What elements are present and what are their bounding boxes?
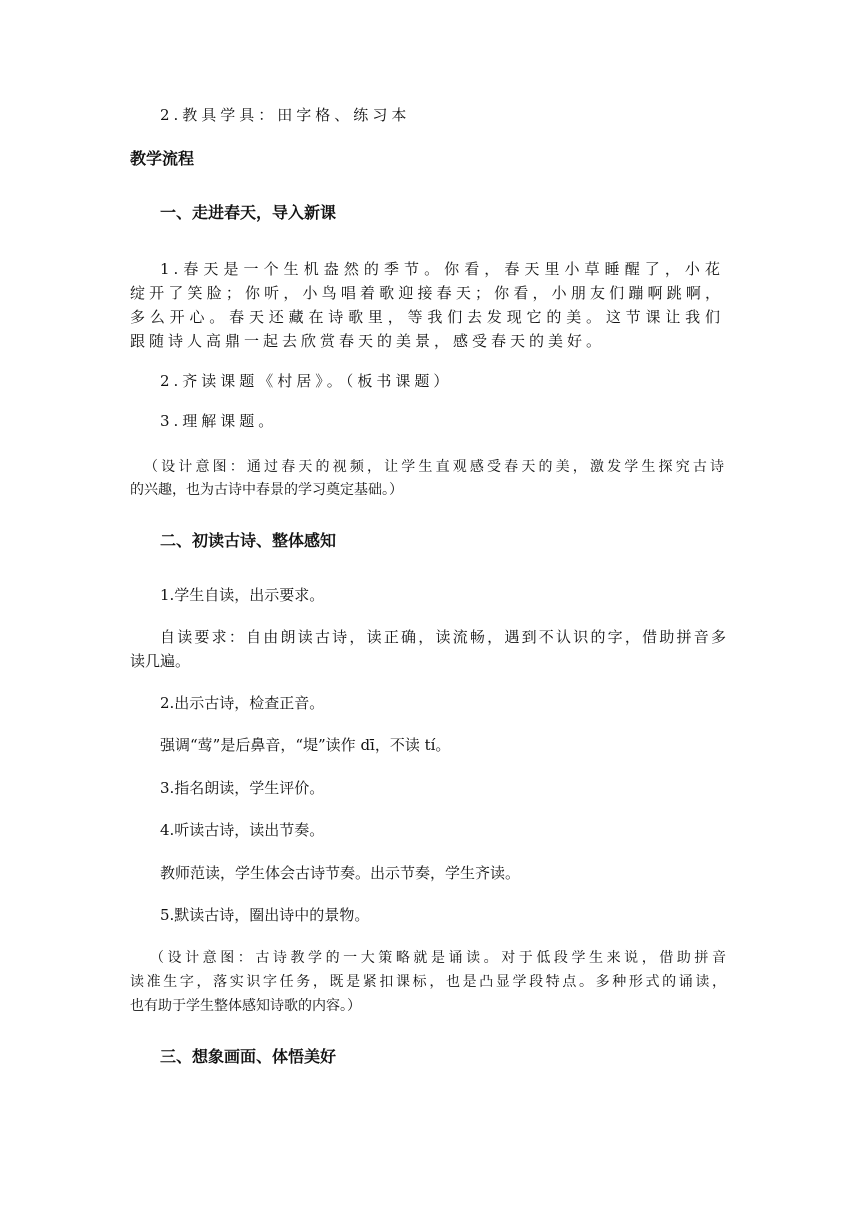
tools-line: 2.教具学具：田字格、练习本	[160, 106, 411, 124]
section-1-design-note: （设计意图：通过春天的视频，让学生直观感受春天的美，激发学生探究古诗	[144, 459, 724, 475]
section-2-design-note: （设计意图：古诗教学的一大策略就是诵读。对于低段学生来说，借助拼音	[150, 950, 726, 966]
section-2-stress-note: 强调“莺”是后鼻音，“堤”读作 dī，不读 tí。	[160, 736, 451, 754]
section-1-item-2: 2.齐读课题《村居》。（板书课题）	[160, 372, 453, 390]
section-2-item-2: 2.出示古诗，检查正音。	[160, 694, 325, 712]
section-2-requirement: 读几遍。	[130, 652, 191, 670]
section-2-heading: 二、初读古诗、整体感知	[160, 531, 337, 550]
section-1-para-line: 1.春天是一个生机盎然的季节。你看，春天里小草睡醒了，小花	[160, 260, 724, 278]
section-2-item-3: 3.指名朗读，学生评价。	[160, 779, 325, 797]
section-1-para-line: 多么开心。春天还藏在诗歌里，等我们去发现它的美。这节课让我们	[130, 308, 724, 326]
section-2-item-4: 4.听读古诗，读出节奏。	[160, 821, 325, 839]
section-2-teacher-demo: 教师范读，学生体会古诗节奏。出示节奏，学生齐读。	[160, 864, 521, 882]
section-1-para-line: 绽开了笑脸；你听，小鸟唱着歌迎接春天；你看，小朋友们蹦啊跳啊，	[130, 284, 724, 302]
section-2-requirement: 自读要求：自由朗读古诗，读正确，读流畅，遇到不认识的字，借助拼音多	[160, 628, 726, 646]
section-1-design-note: 的兴趣，也为古诗中春景的学习奠定基础。）	[130, 482, 403, 498]
section-1-item-3: 3.理解课题。	[160, 412, 278, 430]
section-2-item-5: 5.默读古诗，圈出诗中的景物。	[160, 906, 370, 924]
section-2-design-note: 也有助于学生整体感知诗歌的内容。）	[130, 998, 361, 1014]
section-1-heading: 一、走进春天，导入新课	[160, 203, 337, 222]
section-1-para-line: 跟随诗人高鼎一起去欣赏春天的美景，感受春天的美好。	[130, 332, 606, 350]
flow-heading: 教学流程	[130, 149, 195, 168]
section-2-item-1: 1.学生自读，出示要求。	[160, 586, 325, 604]
section-3-heading: 三、想象画面、体悟美好	[160, 1047, 337, 1066]
section-2-design-note: 读准生字，落实识字任务，既是紧扣课标，也是凸显学段特点。多种形式的诵读，	[130, 974, 726, 990]
